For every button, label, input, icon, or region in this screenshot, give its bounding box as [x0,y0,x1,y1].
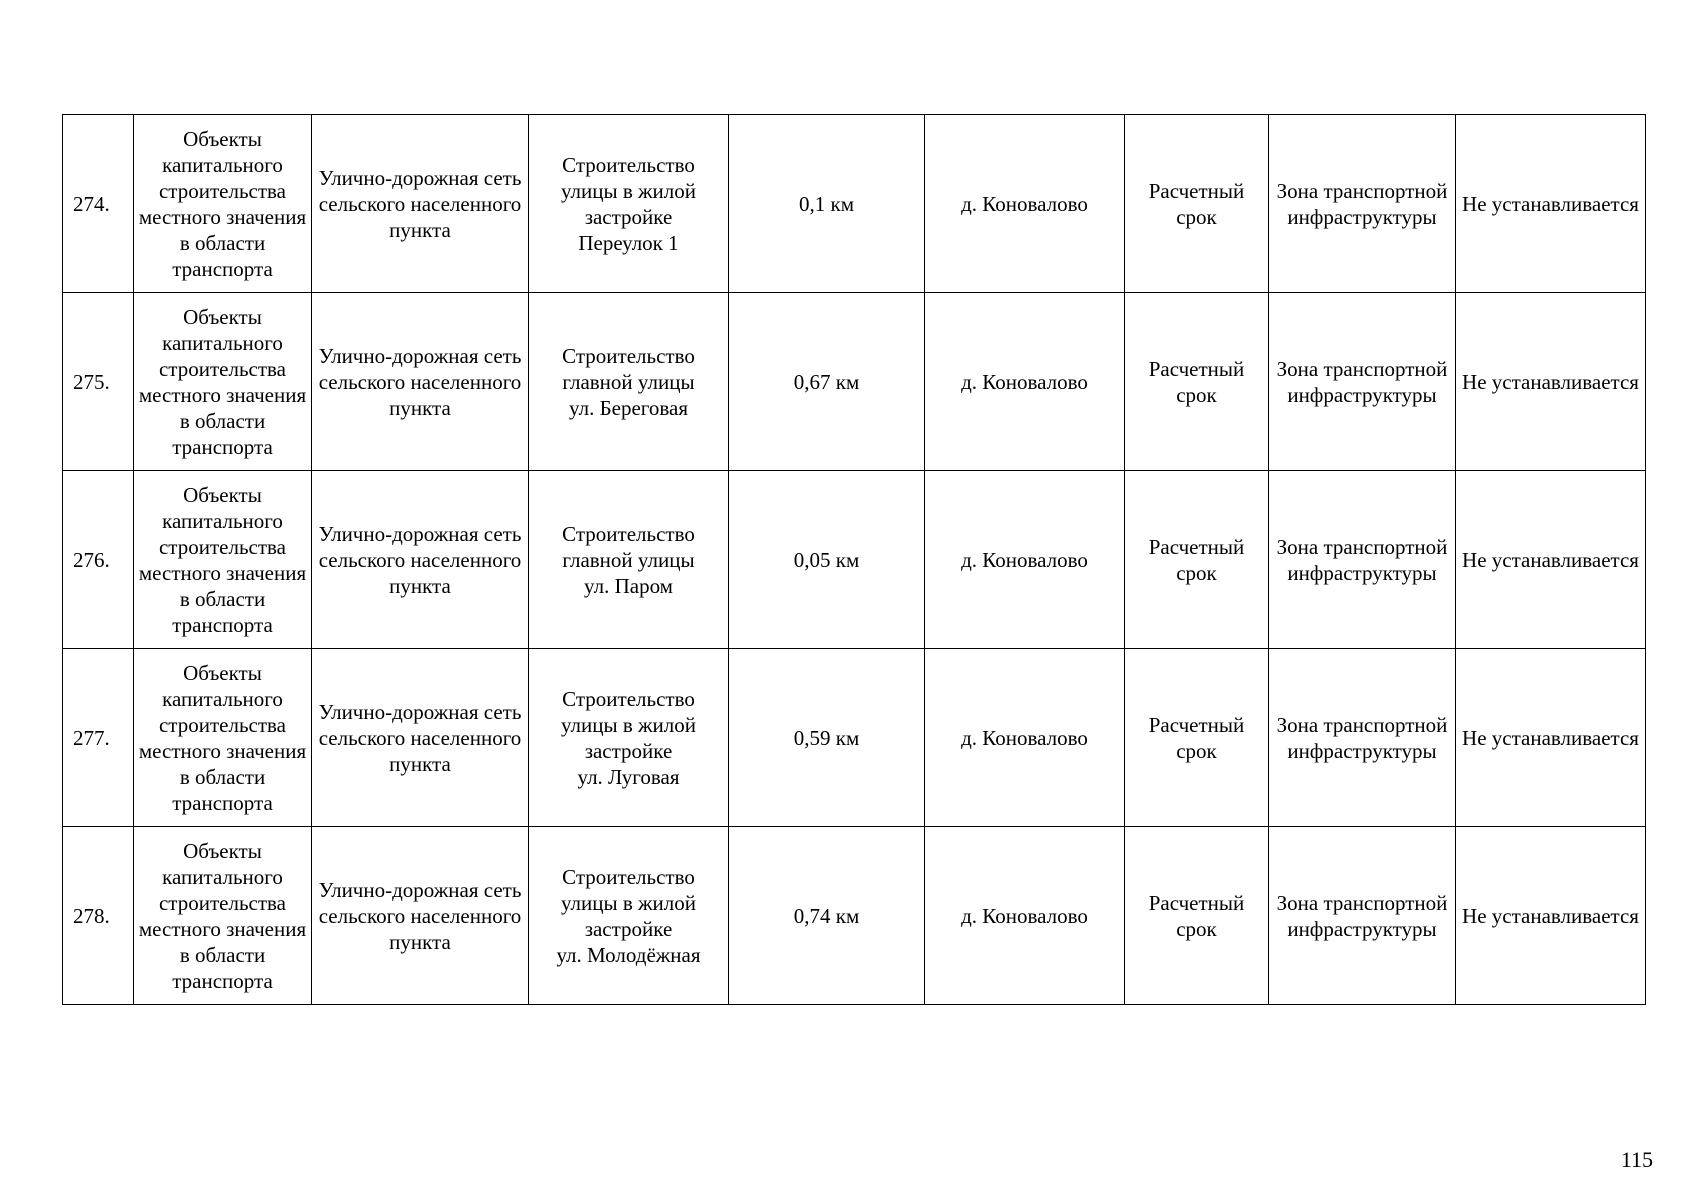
zone-cell: Зона транспортной инфраструктуры [1269,471,1456,649]
length-cell: 0,74 км [729,827,925,1005]
row-number: 277. [63,649,134,827]
object-name-cell: Строительство улицы в жилой застройке ул. Молодёжная [529,827,729,1005]
term-cell: Расчетный срок [1125,115,1269,293]
objects-table [62,114,1646,1005]
row-number: 278. [63,827,134,1005]
protection-zone-cell: Не устанавливается [1456,293,1646,471]
row-number: 274. [63,115,134,293]
location-cell: д. Коновалово [925,471,1125,649]
row-number: 276. [63,471,134,649]
location-cell: д. Коновалово [925,115,1125,293]
term-cell: Расчетный срок [1125,293,1269,471]
location-cell: д. Коновалово [925,649,1125,827]
purpose-cell: Улично-дорожная сеть сельского населенного пункта [312,649,529,827]
table-row [63,293,1646,471]
term-cell: Расчетный срок [1125,471,1269,649]
object-type-cell: Объекты капитального строительства местного значения в области транспорта [134,649,312,827]
purpose-cell: Улично-дорожная сеть сельского населенного пункта [312,293,529,471]
object-name-cell: Строительство главной улицы ул. Береговая [529,293,729,471]
zone-cell: Зона транспортной инфраструктуры [1269,293,1456,471]
table-row [63,827,1646,1005]
protection-zone-cell: Не устанавливается [1456,115,1646,293]
length-cell: 0,67 км [729,293,925,471]
object-name-cell: Строительство главной улицы ул. Паром [529,471,729,649]
table-row [63,471,1646,649]
length-cell: 0,05 км [729,471,925,649]
purpose-cell: Улично-дорожная сеть сельского населенного пункта [312,827,529,1005]
page-number: 115 [1620,1147,1653,1172]
zone-cell: Зона транспортной инфраструктуры [1269,827,1456,1005]
zone-cell: Зона транспортной инфраструктуры [1269,649,1456,827]
zone-cell: Зона транспортной инфраструктуры [1269,115,1456,293]
location-cell: д. Коновалово [925,293,1125,471]
object-type-cell: Объекты капитального строительства местного значения в области транспорта [134,471,312,649]
location-cell: д. Коновалово [925,827,1125,1005]
table-row [63,115,1646,293]
length-cell: 0,59 км [729,649,925,827]
protection-zone-cell: Не устанавливается [1456,649,1646,827]
length-cell: 0,1 км [729,115,925,293]
object-type-cell: Объекты капитального строительства местного значения в области транспорта [134,827,312,1005]
table-row [63,649,1646,827]
purpose-cell: Улично-дорожная сеть сельского населенного пункта [312,115,529,293]
protection-zone-cell: Не устанавливается [1456,827,1646,1005]
object-name-cell: Строительство улицы в жилой застройке Переулок 1 [529,115,729,293]
object-type-cell: Объекты капитального строительства местного значения в области транспорта [134,115,312,293]
purpose-cell: Улично-дорожная сеть сельского населенного пункта [312,471,529,649]
object-type-cell: Объекты капитального строительства местного значения в области транспорта [134,293,312,471]
object-name-cell: Строительство улицы в жилой застройке ул. Луговая [529,649,729,827]
row-number: 275. [63,293,134,471]
term-cell: Расчетный срок [1125,649,1269,827]
term-cell: Расчетный срок [1125,827,1269,1005]
protection-zone-cell: Не устанавливается [1456,471,1646,649]
